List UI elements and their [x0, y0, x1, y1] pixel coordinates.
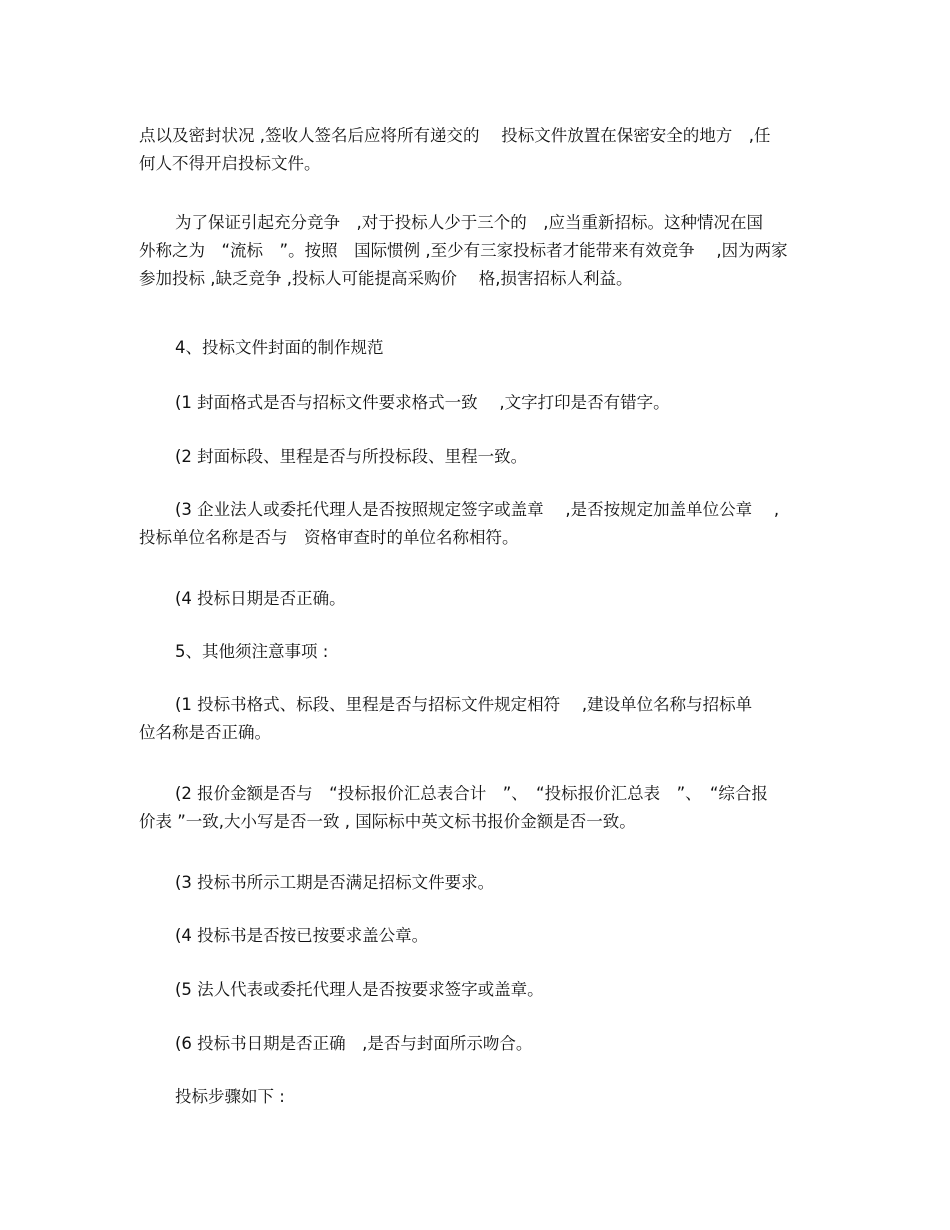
text-line: 点以及密封状况 ,签收人签名后应将所有递交的 投标文件放置在保密安全的地方 ,任	[139, 126, 771, 145]
list-item	[139, 389, 819, 417]
section-heading-bid-steps	[139, 1083, 819, 1111]
paragraph-sealing	[139, 122, 819, 178]
list-item	[139, 443, 819, 471]
text-line: 4、投标文件封面的制作规范	[175, 338, 384, 357]
text-line: (6 投标书日期是否正确 ,是否与封面所示吻合。	[175, 1034, 533, 1053]
text-line: 位名称是否正确。	[139, 723, 271, 742]
list-item	[139, 976, 819, 1004]
text-line: (3 投标书所示工期是否满足招标文件要求。	[175, 873, 495, 892]
list-item	[139, 585, 819, 613]
text-line: (2 报价金额是否与 “投标报价汇总表合计 ”、 “投标报价汇总表 ”、 “综合报	[175, 784, 768, 803]
text-line: 为了保证引起充分竞争 ,对于投标人少于三个的 ,应当重新招标。这种情况在国	[175, 213, 763, 232]
text-line: (3 企业法人或委托代理人是否按照规定签字或盖章 ,是否按规定加盖单位公章 ,	[175, 500, 780, 519]
list-item	[139, 922, 819, 950]
text-line: (2 封面标段、里程是否与所投标段、里程一致。	[175, 447, 528, 466]
list-item	[139, 1030, 819, 1058]
section-heading-cover-spec	[139, 334, 819, 362]
list-item	[139, 869, 819, 897]
paragraph-competition	[139, 209, 819, 293]
text-line: 外称之为 “流标 ”。按照 国际惯例 ,至少有三家投标者才能带来有效竞争 ,因为两家	[139, 241, 788, 260]
text-line: (4 投标日期是否正确。	[175, 589, 346, 608]
text-line: 何人不得开启投标文件。	[139, 154, 321, 173]
text-line: (4 投标书是否按已按要求盖公章。	[175, 926, 429, 945]
list-item	[139, 780, 819, 836]
text-line: 投标单位名称是否与 资格审查时的单位名称相符。	[139, 528, 519, 547]
text-line: (1 封面格式是否与招标文件要求格式一致 ,文字打印是否有错字。	[175, 393, 670, 412]
list-item	[139, 496, 819, 552]
text-line: 5、其他须注意事项 :	[175, 642, 329, 661]
text-line: (1 投标书格式、标段、里程是否与招标文件规定相符 ,建设单位名称与招标单	[175, 695, 753, 714]
text-line: 价表 ”一致,大小写是否一致 , 国际标中英文标书报价金额是否一致。	[139, 812, 636, 831]
list-item	[139, 691, 819, 747]
text-line: 参加投标 ,缺乏竞争 ,投标人可能提高采购价 格,损害招标人利益。	[139, 269, 633, 288]
section-heading-other-notes	[139, 638, 819, 666]
text-line: 投标步骤如下 :	[175, 1087, 285, 1106]
text-line: (5 法人代表或委托代理人是否按要求签字或盖章。	[175, 980, 544, 999]
